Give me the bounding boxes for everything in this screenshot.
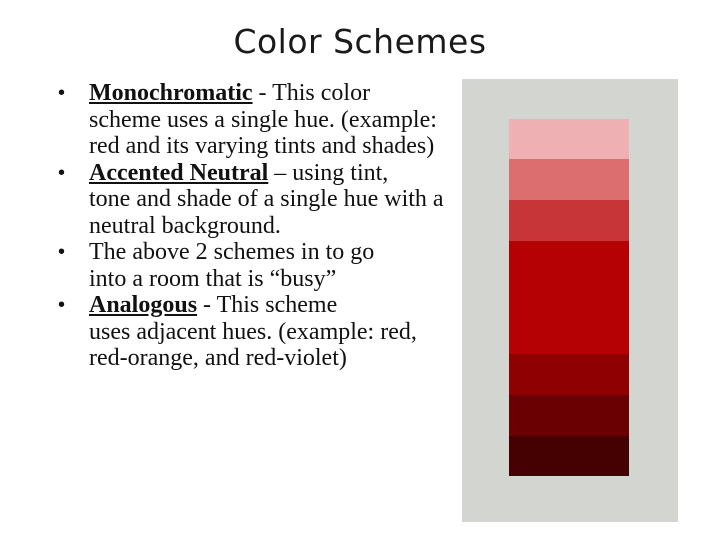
bullet-dot-icon: •	[58, 294, 66, 316]
bullet-continuation: into a room that is “busy”	[89, 265, 337, 292]
bullet-term: Analogous	[89, 292, 198, 318]
bullet-analogous	[58, 292, 448, 372]
bullet-text: The above 2 schemes in to go	[89, 239, 375, 265]
swatch-shade-dark	[509, 436, 629, 476]
bullet-accented-neutral	[58, 160, 448, 240]
bullet-continuation: uses adjacent hues. (example: red, red-orange, and red-violet)	[89, 318, 417, 371]
bullet-text: – using tint,	[268, 159, 389, 186]
bullet-term: Accented Neutral	[89, 159, 269, 186]
bullet-dot-icon: •	[58, 82, 66, 104]
bullet-continuation: scheme uses a single hue. (example: red and its varying tints and shades)	[89, 106, 437, 159]
swatch-pure-red	[509, 241, 629, 354]
swatch-panel	[462, 79, 678, 522]
bullet-dot-icon: •	[58, 241, 66, 263]
bullet-busy-room	[58, 239, 448, 292]
bullet-dot-icon: •	[58, 161, 66, 184]
swatch-shade-light	[509, 354, 629, 395]
bullet-monochromatic	[58, 80, 448, 160]
swatch-tint-light	[509, 119, 629, 159]
swatch-tint-medium	[509, 159, 629, 200]
swatch-tint-dark	[509, 200, 629, 241]
slide-title: Color Schemes	[233, 22, 487, 61]
bullet-term: Monochromatic	[89, 80, 253, 106]
bullet-continuation: tone and shade of a single hue with a neutral background.	[89, 186, 444, 239]
bullet-list	[58, 80, 448, 372]
monochromatic-swatch-strip	[509, 119, 629, 476]
bullet-text: - This color	[252, 80, 371, 106]
swatch-shade-medium	[509, 395, 629, 436]
bullet-text: - This scheme	[197, 292, 338, 318]
